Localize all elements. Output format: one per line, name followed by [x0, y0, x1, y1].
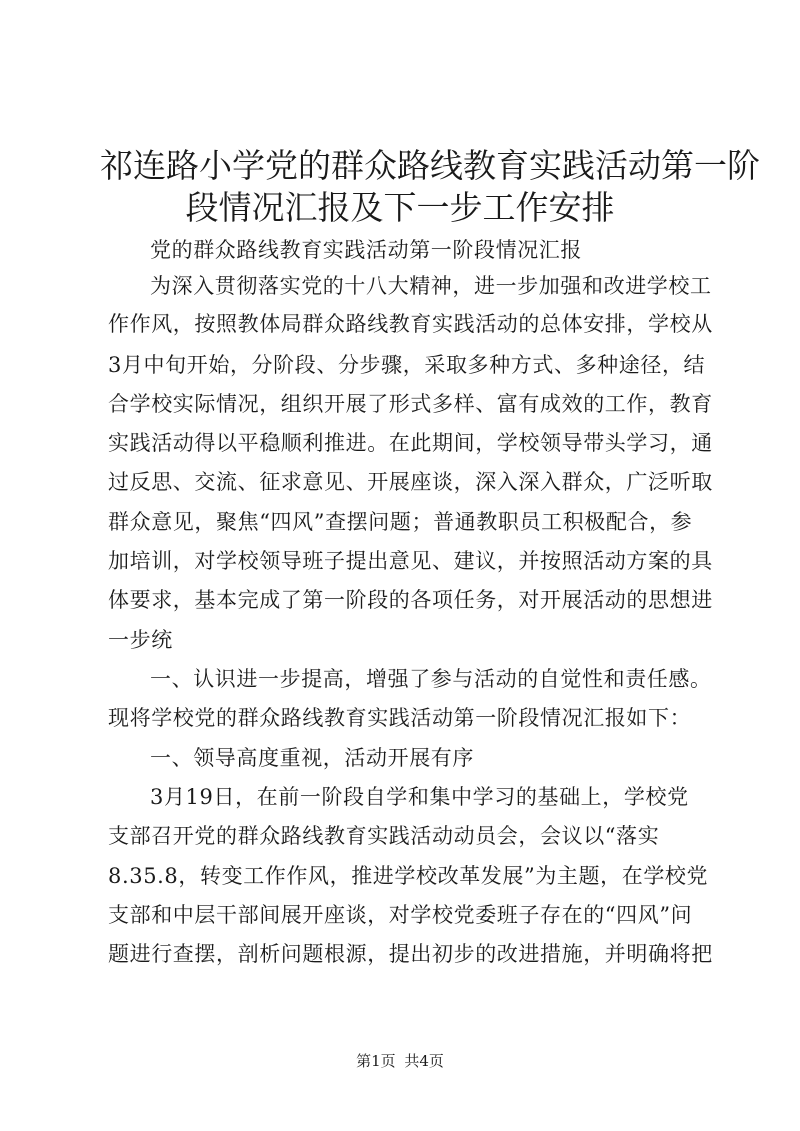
paragraph-line: 3月19日，在前一阶段自学和集中学习的基础上，学校党	[150, 785, 689, 809]
paragraph-line: 合学校实际情况，组织开展了形式多样、富有成效的工作，教育	[108, 392, 713, 416]
page-footer	[0, 1050, 800, 1072]
paragraph-line: 过反思、交流、征求意见、开展座谈，深入深入群众，广泛听取	[108, 470, 713, 494]
document-title-line-1: 祁连路小学党的群众路线教育实践活动第一阶	[100, 146, 760, 185]
paragraph-line: 现将学校党的群众路线教育实践活动第一阶段情况汇报如下：	[108, 706, 692, 730]
paragraph-line: 支部召开党的群众路线教育实践活动动员会，会议以“落实	[108, 824, 660, 848]
section-heading: 一、领导高度重视，活动开展有序	[150, 746, 474, 770]
paragraph-line: 支部和中层干部间展开座谈，对学校党委班子存在的“四风”问	[108, 903, 693, 927]
paragraph-line: 群众意见，聚焦“四风”查摆问题；普通教职员工积极配合，参	[108, 510, 693, 534]
paragraph-line: 3月中旬开始，分阶段、分步骤，采取多种方式、多种途径，结	[108, 353, 706, 377]
document-title-line-2: 段情况汇报及下一步工作安排	[185, 188, 615, 227]
paragraph-line: 作作风，按照教体局群众路线教育实践活动的总体安排，学校从	[108, 312, 713, 336]
paragraph-line: 一、认识进一步提高，增强了参与活动的自觉性和责任感。	[150, 667, 712, 691]
paragraph-line: 体要求，基本完成了第一阶段的各项任务，对开展活动的思想进	[108, 588, 713, 612]
page-total: 共4页	[404, 1052, 444, 1070]
paragraph-line: 题进行查摆，剖析问题根源，提出初步的改进措施，并明确将把	[108, 942, 713, 966]
section-heading: 党的群众路线教育实践活动第一阶段情况汇报	[150, 238, 582, 262]
paragraph-line: 8.35.8，转变工作作风，推进学校改革发展”为主题，在学校党	[108, 864, 709, 888]
paragraph-line: 为深入贯彻落实党的十八大精神，进一步加强和改进学校工	[150, 274, 712, 298]
paragraph-line: 一步统	[108, 628, 173, 652]
paragraph-line: 加培训，对学校领导班子提出意见、建议，并按照活动方案的具	[108, 549, 713, 573]
page-number: 第1页	[356, 1052, 396, 1070]
paragraph-line: 实践活动得以平稳顺利推进。在此期间，学校领导带头学习，通	[108, 431, 713, 455]
